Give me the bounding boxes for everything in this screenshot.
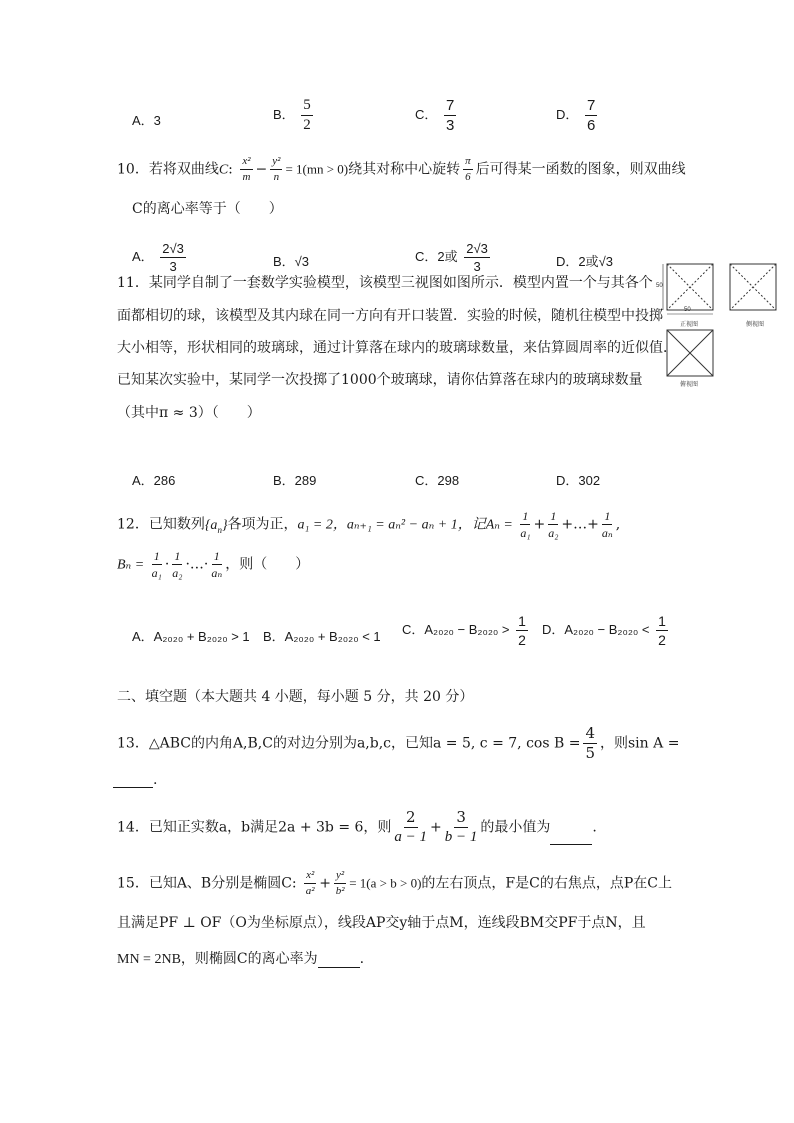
q13-frac: $\frac{4}{5}$ bbox=[585, 724, 595, 762]
top-view-caption: 俯视图 bbox=[680, 382, 699, 388]
q9-option-d-frac: $\frac{7}{6}$ bbox=[587, 97, 596, 134]
q10-option-c-frac: $\frac{2√3}{3}$ bbox=[466, 241, 488, 274]
q11-line2: 面都相切的球，该模型及其内球在同一方向有开口装置．实验的时候，随机往模型中投掷 bbox=[117, 308, 663, 324]
q9-option-c-frac: $\frac{7}{3}$ bbox=[446, 97, 455, 134]
q15-prefix: 15．已知A、B分别是椭圆C: bbox=[117, 875, 297, 892]
q11-option-b: B．289 bbox=[273, 473, 317, 488]
front-view-height-label: 50 bbox=[656, 283, 663, 289]
q12-B-term1: $\frac{1}{\text{a₁}}$ bbox=[151, 549, 162, 580]
side-view-caption: 侧视图 bbox=[746, 322, 765, 328]
q10-mid: 绕其对称中心旋转 bbox=[348, 161, 461, 178]
q12-line2: Bₙ = $\frac{1}{\text{a₁}}$ · $\frac{1}{\text{a₂}}$ ·…· $\frac{1}{\text{aₙ}}$ ，则（ ） bbox=[117, 549, 310, 580]
q12-line1: 12．已知数列$\{a_n\}$各项为正，a₁ = 2，aₙ₊₁ = aₙ² − aₙ + 1，记Aₙ = $\frac{1}{\text{a₁}}$ + $\frac{1}{\text{a₂}}$ +…+ $\frac{1}{\text{aₙ}}$ , bbox=[117, 509, 621, 540]
q15-line3 bbox=[117, 948, 364, 968]
q10-option-c bbox=[415, 242, 493, 273]
q14-frac1: $\frac{2}{a - 1}$ bbox=[394, 808, 428, 845]
q15-line3-tail: ，则椭圆C的离心率为 bbox=[180, 951, 318, 967]
q10-y-frac: $\frac{\text{y²}}{n}$ bbox=[272, 155, 281, 183]
q9-option-d bbox=[556, 98, 600, 133]
q11-option-c: C．298 bbox=[415, 473, 460, 488]
q14-line: 14．已知正实数a，b满足2a + 3b = 6，则 $\frac{2}{a - 1}$ + $\frac{3}{b - 1}$ 的最小值为 . bbox=[117, 808, 597, 845]
q12-prefix: 12．已知数列 bbox=[117, 516, 205, 533]
q11-line4: 已知某次实验中，某同学一次投掷了1000个玻璃球，请你估算落在球内的玻璃球数量 bbox=[117, 372, 643, 388]
q11-line1: 11．某同学自制了一套数学实验模型，该模型三视图如图所示．模型内置一个与其各个 bbox=[117, 275, 653, 291]
q12-A-term1: $\frac{1}{\text{a₁}}$ bbox=[520, 509, 531, 540]
q10-line2: C的离心率等于（ ） bbox=[132, 201, 283, 217]
q14-tail: 的最小值为 bbox=[480, 819, 551, 836]
q15-line2: 且满足PF ⊥ OF（O为坐标原点），线段AP交y轴于点M，连线段BM交PF于点N，且 bbox=[117, 915, 646, 931]
q14-prefix: 14．已知正实数a，b满足2a + 3b = 6，则 bbox=[117, 819, 392, 836]
q12-option-c-label: C．A₂₀₂₀ − B₂₀₂₀ > bbox=[402, 621, 510, 637]
q9-option-c-label: C． bbox=[415, 106, 438, 122]
q10-number: 10．若将双曲线 bbox=[117, 161, 219, 178]
q11-line3: 大小相等，形状相同的玻璃球，通过计算落在球内的玻璃球数量，来估算圆周率的近似值． bbox=[117, 340, 677, 356]
q12-mid: 各项为正， bbox=[227, 516, 298, 533]
q13-tail: ，则sin A = bbox=[600, 735, 680, 752]
q12-A-termn: $\frac{1}{\text{aₙ}}$ bbox=[601, 509, 613, 540]
q12-A-term2: $\frac{1}{\text{a₂}}$ bbox=[548, 509, 559, 540]
q10-option-a bbox=[132, 242, 189, 273]
q10-option-b: B．√3 bbox=[273, 254, 310, 269]
q9-option-c bbox=[415, 98, 459, 133]
q13-blank bbox=[113, 773, 153, 788]
q15-line1-tail: 的左右顶点，F是C的右焦点，点P在C上 bbox=[421, 875, 672, 892]
q15-line1: 15．已知A、B分别是椭圆C: $\frac{\text{x²}}{\text{a²}}$ + $\frac{\text{y²}}{\text{b²}}$ = 1(a > b > 0)的左右顶点，F是C的右焦点，点P在C上 bbox=[117, 869, 672, 897]
q9-option-b bbox=[273, 98, 316, 133]
q13-text: 13．△ABC的内角A,B,C的对边分别为a,b,c，已知a = 5, c = 7, cos B = bbox=[117, 735, 581, 752]
q13-answer-blank bbox=[113, 772, 157, 788]
q10-eq-rhs: = 1(mn > 0) bbox=[285, 161, 349, 177]
section-2-heading: 二、填空题（本大题共 4 小题，每小题 5 分，共 20 分） bbox=[117, 689, 474, 705]
q11-option-a: A．286 bbox=[132, 473, 176, 488]
q10-x-frac: $\frac{\text{x²}}{m}$ bbox=[242, 155, 251, 183]
q11-line5: （其中π ≈ 3）（ ） bbox=[117, 405, 261, 421]
q10-curve: C bbox=[218, 162, 229, 178]
q12-option-c-frac: $\frac{1}{2}$ bbox=[518, 613, 526, 648]
q12-cond2: aₙ₊₁ = aₙ² − aₙ + 1，记 bbox=[346, 517, 486, 533]
front-view-width-label: 50 bbox=[684, 307, 691, 313]
q12-B-def: Bₙ = bbox=[117, 557, 145, 573]
q10-angle: $\frac{\pi}{6}$ bbox=[465, 155, 471, 183]
q10-option-a-label: A． bbox=[132, 248, 154, 264]
q12-B-termn: $\frac{1}{\text{aₙ}}$ bbox=[211, 549, 223, 580]
q10-line1: 10．若将双曲线C: $\frac{\text{x²}}{m}$ − $\frac{\text{y²}}{n}$ = 1(mn > 0)绕其对称中心旋转 $\frac{\pi}{6}$ 后可得某一函数的图象，则双曲线 bbox=[117, 155, 686, 183]
q12-line2-tail: ，则（ ） bbox=[225, 556, 310, 573]
q9-option-b-frac: $\frac{5}{2}$ bbox=[303, 97, 311, 133]
q12-option-d-frac: $\frac{1}{2}$ bbox=[658, 613, 666, 648]
q10-option-c-label: C．2或 bbox=[415, 248, 458, 264]
q10-tail: 后可得某一函数的图象，则双曲线 bbox=[475, 161, 686, 178]
q14-blank bbox=[550, 830, 592, 845]
q10-option-a-frac: $\frac{2√3}{3}$ bbox=[162, 241, 184, 274]
q10-option-d: D．2或√3 bbox=[556, 254, 613, 269]
q15-blank bbox=[318, 953, 360, 968]
q15-eq: = 1(a > b > 0) bbox=[349, 875, 422, 891]
q13-end: . bbox=[153, 772, 158, 788]
q9-option-b-label: B． bbox=[273, 106, 295, 122]
q14-end: . bbox=[592, 819, 597, 836]
q12-option-c bbox=[402, 614, 531, 647]
q15-end: . bbox=[359, 951, 365, 967]
q12-cond1: a₁ = 2， bbox=[297, 517, 347, 533]
q15-vector-eq: MN = 2NB bbox=[117, 952, 181, 967]
q11-option-d: D．302 bbox=[556, 473, 601, 488]
q12-option-a: A．A₂₀₂₀ + B₂₀₂₀ > 1 bbox=[132, 629, 250, 644]
q9-option-d-label: D． bbox=[556, 106, 579, 122]
three-view-figure bbox=[655, 262, 785, 392]
q12-option-d bbox=[542, 614, 671, 647]
q14-frac2: $\frac{3}{b - 1}$ bbox=[444, 808, 478, 845]
q9-option-a: A．3 bbox=[132, 113, 161, 128]
q13-line1 bbox=[117, 726, 679, 761]
q12-A-def: Aₙ = bbox=[485, 517, 513, 533]
q12-option-b: B．A₂₀₂₀ + B₂₀₂₀ < 1 bbox=[263, 629, 381, 644]
front-view-caption: 正视图 bbox=[680, 322, 699, 328]
q15-x-frac: $\frac{\text{x²}}{\text{a²}}$ bbox=[305, 869, 315, 897]
q12-B-term2: $\frac{1}{\text{a₂}}$ bbox=[172, 549, 183, 580]
q12-option-d-label: D．A₂₀₂₀ − B₂₀₂₀ < bbox=[542, 621, 650, 637]
q15-y-frac: $\frac{\text{y²}}{\text{b²}}$ bbox=[335, 869, 345, 897]
